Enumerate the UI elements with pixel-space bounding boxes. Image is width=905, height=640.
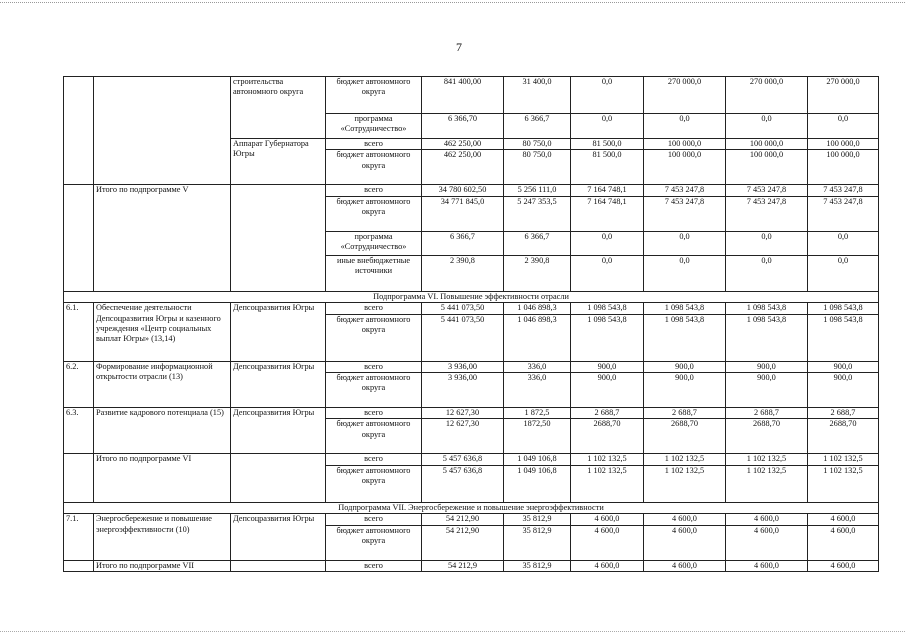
executor-cell [231,185,326,291]
value-cell: 3 936,00 [422,361,504,372]
value-cell: 5 441 073,50 [422,303,504,314]
value-cell: 7 453 247,8 [644,196,726,231]
executor-cell: Депсоцразвития Югры [231,408,326,454]
value-cell: 0,0 [571,231,644,255]
value-cell: 1 102 132,5 [644,465,726,502]
number-cell: 6.3. [64,408,94,454]
value-cell: 1 098 543,8 [726,314,808,361]
value-cell: 2 688,7 [571,408,644,419]
value-cell: 100 000,0 [808,150,879,185]
value-cell: 7 453 247,8 [726,196,808,231]
value-cell: 1 098 543,8 [808,314,879,361]
value-cell: 34 771 845,0 [422,196,504,231]
name-cell: Обеспечение деятельности Депсоцразвития Югры и казенного учреждения «Центр социальных выплат Югры» (13,14) [94,303,231,361]
value-cell: 462 250,00 [422,139,504,150]
value-cell: 2 688,7 [726,408,808,419]
name-cell: Итого по подпрограмме V [94,185,231,291]
value-cell: 4 600,0 [726,525,808,560]
value-cell: 336,0 [504,361,571,372]
value-cell: 7 164 748,1 [571,185,644,196]
value-cell: 270 000,0 [726,77,808,114]
name-cell: Итого по подпрограмме VII [94,560,231,571]
value-cell: 6 366,7 [422,231,504,255]
value-cell: 462 250,00 [422,150,504,185]
executor-cell [231,560,326,571]
value-cell: 54 212,90 [422,514,504,525]
table-row [64,303,879,314]
value-cell: 4 600,0 [808,560,879,571]
value-cell: 2688,70 [808,419,879,454]
value-cell: 2688,70 [571,419,644,454]
value-cell: 81 500,0 [571,139,644,150]
number-cell [64,454,94,502]
executor-cell: Депсоцразвития Югры [231,303,326,361]
name-cell: Итого по подпрограмме VI [94,454,231,502]
executor-cell: Депсоцразвития Югры [231,361,326,407]
value-cell: 100 000,0 [808,139,879,150]
executor-cell: Депсоцразвития Югры [231,514,326,560]
value-cell: 900,0 [808,361,879,372]
value-cell: 4 600,0 [644,525,726,560]
value-cell: 100 000,0 [644,150,726,185]
source-cell: программа «Сотрудничество» [326,231,422,255]
value-cell: 34 780 602,50 [422,185,504,196]
value-cell: 4 600,0 [644,514,726,525]
executor-cell [231,454,326,502]
value-cell: 2688,70 [644,419,726,454]
value-cell: 0,0 [571,114,644,139]
value-cell: 1 098 543,8 [726,303,808,314]
value-cell: 2 688,7 [644,408,726,419]
value-cell: 7 453 247,8 [644,185,726,196]
value-cell: 841 400,00 [422,77,504,114]
source-cell: всего [326,514,422,525]
value-cell: 1 098 543,8 [571,314,644,361]
executor-cell: строительства автономного округа [231,77,326,139]
value-cell: 54 212,9 [422,560,504,571]
source-cell: бюджет автономного округа [326,465,422,502]
value-cell: 0,0 [644,114,726,139]
source-cell: бюджет автономного округа [326,196,422,231]
value-cell: 0,0 [726,255,808,291]
page-number: 7 [456,40,462,54]
value-cell: 7 164 748,1 [571,196,644,231]
scan-edge-bottom [0,631,905,632]
value-cell: 900,0 [644,361,726,372]
value-cell: 4 600,0 [644,560,726,571]
value-cell: 900,0 [571,361,644,372]
value-cell: 2 688,7 [808,408,879,419]
number-cell: 7.1. [64,514,94,560]
source-cell: всего [326,303,422,314]
source-cell: бюджет автономного округа [326,525,422,560]
value-cell: 4 600,0 [808,525,879,560]
value-cell: 7 453 247,8 [726,185,808,196]
value-cell: 1 102 132,5 [644,454,726,465]
table-row [64,361,879,372]
value-cell: 6 366,70 [422,114,504,139]
value-cell: 1 049 106,8 [504,465,571,502]
value-cell: 7 453 247,8 [808,196,879,231]
name-cell: Развитие кадрового потенциала (15) [94,408,231,454]
value-cell: 5 457 636,8 [422,465,504,502]
source-cell: бюджет автономного округа [326,373,422,408]
value-cell: 5 256 111,0 [504,185,571,196]
value-cell: 100 000,0 [644,139,726,150]
subprogram-title: Подпрограмма VII. Энергосбережение и повышение энергоэффективности [64,502,879,513]
value-cell: 100 000,0 [726,150,808,185]
value-cell: 7 453 247,8 [808,185,879,196]
value-cell: 1 102 132,5 [571,465,644,502]
value-cell: 336,0 [504,373,571,408]
value-cell: 0,0 [644,231,726,255]
table-row [64,185,879,196]
value-cell: 31 400,0 [504,77,571,114]
value-cell: 1 098 543,8 [808,303,879,314]
value-cell: 12 627,30 [422,408,504,419]
number-cell: 6.1. [64,303,94,361]
value-cell: 270 000,0 [808,77,879,114]
value-cell: 900,0 [644,373,726,408]
value-cell: 35 812,9 [504,525,571,560]
source-cell: бюджет автономного округа [326,314,422,361]
value-cell: 2 390,8 [504,255,571,291]
value-cell: 1 098 543,8 [644,303,726,314]
value-cell: 1 098 543,8 [644,314,726,361]
table-row [64,408,879,419]
value-cell: 5 457 636,8 [422,454,504,465]
value-cell: 1 102 132,5 [571,454,644,465]
source-cell: бюджет автономного округа [326,150,422,185]
table-row [64,514,879,525]
value-cell: 0,0 [571,255,644,291]
source-cell: программа «Сотрудничество» [326,114,422,139]
value-cell: 1 102 132,5 [726,454,808,465]
value-cell: 0,0 [808,255,879,291]
subprogram-header-row [64,291,879,302]
table-row [64,77,879,114]
source-cell: всего [326,139,422,150]
value-cell: 3 936,00 [422,373,504,408]
subprogram-title: Подпрограмма VI. Повышение эффективности отрасли [64,291,879,302]
value-cell: 5 441 073,50 [422,314,504,361]
budget-table [63,76,879,572]
source-cell: иные внебюджетные источники [326,255,422,291]
number-cell: 6.2. [64,361,94,407]
scan-edge-top [0,2,905,3]
table-row [64,560,879,571]
value-cell: 0,0 [808,114,879,139]
value-cell: 1 102 132,5 [808,465,879,502]
value-cell: 900,0 [726,373,808,408]
value-cell: 4 600,0 [726,514,808,525]
name-cell [94,77,231,185]
value-cell: 80 750,0 [504,139,571,150]
value-cell: 100 000,0 [726,139,808,150]
source-cell: всего [326,185,422,196]
value-cell: 35 812,9 [504,560,571,571]
number-cell [64,77,94,185]
name-cell: Энергосбережение и повышение энергоэффективности (10) [94,514,231,560]
value-cell: 6 366,7 [504,231,571,255]
name-cell: Формирование информационной открытости отрасли (13) [94,361,231,407]
source-cell: всего [326,454,422,465]
value-cell: 5 247 353,5 [504,196,571,231]
value-cell: 4 600,0 [571,560,644,571]
source-cell: всего [326,361,422,372]
value-cell: 2688,70 [726,419,808,454]
table-row [64,454,879,465]
source-cell: бюджет автономного округа [326,419,422,454]
value-cell: 1 098 543,8 [571,303,644,314]
value-cell: 0,0 [726,114,808,139]
source-cell: бюджет автономного округа [326,77,422,114]
number-cell [64,560,94,571]
value-cell: 2 390,8 [422,255,504,291]
value-cell: 1 046 898,3 [504,303,571,314]
value-cell: 4 600,0 [808,514,879,525]
value-cell: 900,0 [808,373,879,408]
value-cell: 0,0 [644,255,726,291]
value-cell: 81 500,0 [571,150,644,185]
value-cell: 900,0 [571,373,644,408]
value-cell: 0,0 [726,231,808,255]
value-cell: 1 046 898,3 [504,314,571,361]
value-cell: 6 366,7 [504,114,571,139]
value-cell: 4 600,0 [571,514,644,525]
value-cell: 1 049 106,8 [504,454,571,465]
value-cell: 4 600,0 [726,560,808,571]
value-cell: 1872,50 [504,419,571,454]
value-cell: 0,0 [571,77,644,114]
value-cell: 900,0 [726,361,808,372]
value-cell: 1 102 132,5 [726,465,808,502]
subprogram-header-row [64,502,879,513]
value-cell: 270 000,0 [644,77,726,114]
value-cell: 12 627,30 [422,419,504,454]
value-cell: 0,0 [808,231,879,255]
value-cell: 1 102 132,5 [808,454,879,465]
value-cell: 1 872,5 [504,408,571,419]
value-cell: 35 812,9 [504,514,571,525]
source-cell: всего [326,408,422,419]
value-cell: 80 750,0 [504,150,571,185]
number-cell [64,185,94,291]
value-cell: 4 600,0 [571,525,644,560]
executor-cell: Аппарат Губернатора Югры [231,139,326,185]
value-cell: 54 212,90 [422,525,504,560]
source-cell: всего [326,560,422,571]
